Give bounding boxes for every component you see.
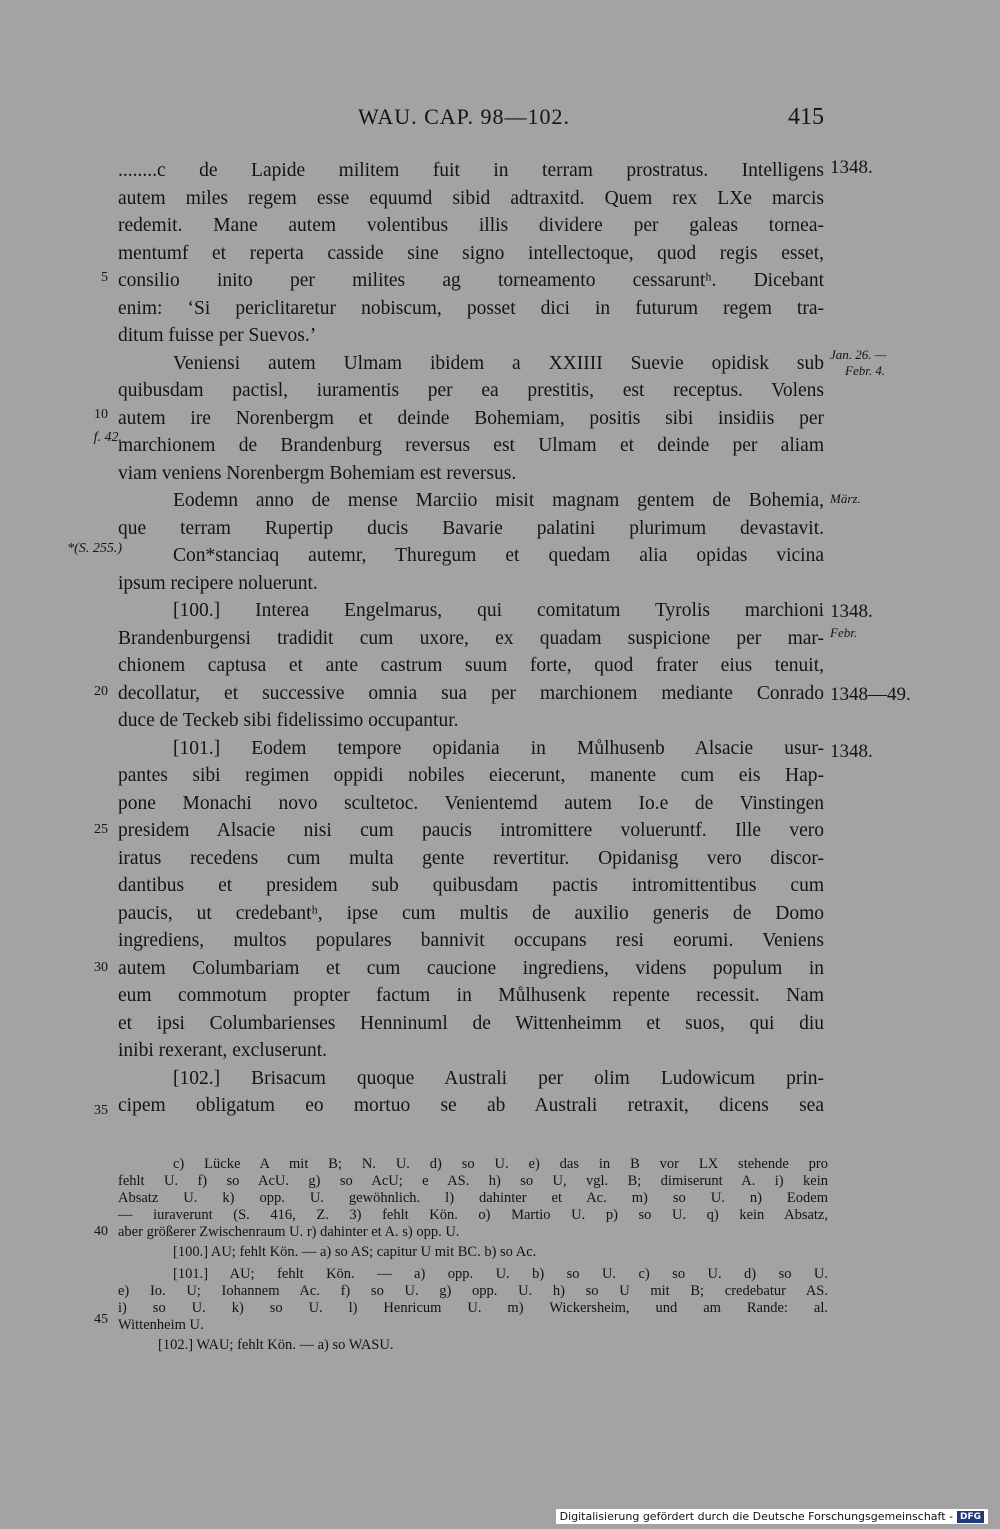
text-line: pone Monachi novo scultetoc. Venientemd autem Io.e de Vinstingen xyxy=(118,792,824,814)
text-line: inibi rexerant, excluserunt. xyxy=(118,1040,328,1061)
line-number: 45 xyxy=(94,1312,108,1327)
footnote-line: [102.] WAU; fehlt Kön. — a) so WASU. xyxy=(158,1337,394,1353)
margin-date: 1348. xyxy=(830,601,873,622)
folio-note: f. 42. xyxy=(93,430,122,445)
text-line: iratus recedens cum multa gente revertitur. Opidanisg vero discor- xyxy=(118,847,824,869)
footnote-line: — iuraverunt (S. 416, Z. 3) fehlt Kön. o) Martio U. p) so U. q) kein Absatz, xyxy=(118,1207,828,1223)
margin-date: 1348. xyxy=(830,157,873,178)
page-reference-note: *(S. 255.) xyxy=(67,541,122,556)
text-line: pantes sibi regimen oppidi nobiles eiecerunt, manente cum eis Hap- xyxy=(118,765,824,786)
text-line: autem ire Norenbergm et deinde Bohemiam, positis sibi insidiis per xyxy=(118,407,824,429)
text-line: Brandenburgensi tradidit cum uxore, ex quadam suspicione per mar- xyxy=(118,627,824,649)
line-number: 5 xyxy=(101,270,108,285)
footnote-line: i) so U. k) so U. l) Henricum U. m) Wickersheim, und am Rande: al. xyxy=(118,1300,828,1316)
text-line: mentumf et reperta casside sine signo intellectoque, quod regis esset, xyxy=(118,242,824,264)
running-title: WAU. CAP. 98—102. xyxy=(358,104,570,129)
footnote-line: Wittenheim U. xyxy=(118,1317,204,1333)
margin-date: Febr. 4. xyxy=(845,363,886,378)
text-line: chionem captusa et ante castrum suum forte, quod frater eius tenuit, xyxy=(118,655,824,676)
text-line: [100.] Interea Engelmarus, qui comitatum Tyrolis marchioni xyxy=(173,600,824,621)
text-line: enim: ‘Si periclitaretur nobiscum, posset dici in futurum regem tra- xyxy=(118,297,824,319)
text-line: Eodemn anno de mense Marciio misit magnam gentem de Bohemia, xyxy=(173,490,824,511)
line-number: 25 xyxy=(94,822,108,837)
footnote-line: [100.] AU; fehlt Kön. — a) so AS; capitur U mit BC. b) so Ac. xyxy=(173,1244,537,1260)
footer-text: Digitalisierung gefördert durch die Deutsche Forschungsgemeinschaft - xyxy=(559,1510,953,1523)
text-line: marchionem de Brandenburg reversus est Ulmam et deinde per aliam xyxy=(118,435,824,456)
margin-date: Jan. 26. — xyxy=(830,347,887,362)
text-line: autem miles regem esse equumd sibid adtraxitd. Quem rex LXe marcis xyxy=(118,187,824,209)
text-line: autem Columbariam et cum caucione ingrediens, videns populum in xyxy=(118,957,824,979)
footnote-line: aber größerer Zwischenraum U. r) dahinter et A. s) opp. U. xyxy=(118,1224,460,1240)
text-line: dantibus et presidem sub quibusdam pactis intromittentibus cum xyxy=(118,875,824,896)
text-line: ingrediens, multos populares bannivit occupans resi eorumi. Veniens xyxy=(118,930,824,951)
text-line: cipem obligatum eo mortuo se ab Australi retraxit, dicens sea xyxy=(118,1095,824,1116)
margin-date: März. xyxy=(830,491,861,506)
page-header xyxy=(118,104,824,134)
text-line: [102.] Brisacum quoque Australi per olim Ludowicum prin- xyxy=(173,1067,824,1089)
line-number: 10 xyxy=(94,407,108,422)
footnote-line: c) Lücke A mit B; N. U. d) so U. e) das in B vor LX stehende pro xyxy=(173,1156,828,1172)
text-line: presidem Alsacie nisi cum paucis intromittere volueruntf. Ille vero xyxy=(118,820,824,841)
footnote-line: e) Io. U; Iohannem Ac. f) so U. g) opp. U. h) so U mit B; credebatur AS. xyxy=(118,1283,828,1299)
line-number: 20 xyxy=(94,684,108,699)
margin-date: 1348—49. xyxy=(830,684,911,705)
footnote-line: fehlt U. f) so AcU. g) so AcU; e AS. h) so U, vgl. B; dimiserunt A. i) kein xyxy=(118,1173,828,1189)
text-line: ........c de Lapide militem fuit in terram prostratus. Intelligens xyxy=(118,160,824,181)
line-number: 40 xyxy=(94,1224,108,1239)
text-line: ditum fuisse per Suevos.’ xyxy=(118,325,317,346)
text-line: redemit. Mane autem volentibus illis dividere per galeas tornea- xyxy=(118,215,824,236)
footnote-line: [101.] AU; fehlt Kön. — a) opp. U. b) so U. c) so U. d) so U. xyxy=(173,1266,828,1282)
dfg-logo: DFG xyxy=(957,1511,984,1523)
text-line: [101.] Eodem tempore opidania in Můlhusenb Alsacie usur- xyxy=(173,737,824,759)
margin-date: Febr. xyxy=(830,625,858,640)
text-line: Veniensi autem Ulmam ibidem a XXIIII Suevie opidisk sub xyxy=(173,352,824,374)
page-number: 415 xyxy=(788,104,824,130)
text-line: ipsum recipere noluerunt. xyxy=(118,572,318,594)
text-line: consilio inito per milites ag torneamento cessaruntʰ. Dicebant xyxy=(118,270,824,291)
text-line: quibusdam pactisl, iuramentis per ea prestitis, est receptus. Volens xyxy=(118,380,824,401)
footer xyxy=(556,1509,988,1524)
text-line: decollatur, et successive omnia sua per marchionem mediante Conrado xyxy=(118,682,824,704)
text-line: et ipsi Columbarienses Henninuml de Wittenheimm et suos, qui diu xyxy=(118,1012,824,1034)
text-line: paucis, ut credebantʰ, ipse cum multis de auxilio generis de Domo xyxy=(118,902,824,924)
text-line: Con*stanciaq autemr, Thuregum et quedam alia opidas vicina xyxy=(173,545,824,566)
line-number: 35 xyxy=(94,1103,108,1118)
margin-date: 1348. xyxy=(830,741,873,762)
text-line: que terram Rupertip ducis Bavarie palatini plurimum devastavit. xyxy=(118,517,824,539)
text-line: viam veniens Norenbergm Bohemiam est reversus. xyxy=(118,462,517,484)
line-number: 30 xyxy=(94,960,108,975)
text-line: duce de Teckeb sibi fidelissimo occupantur. xyxy=(118,710,459,731)
footnote-line: Absatz U. k) opp. U. gewöhnlich. l) dahinter et Ac. m) so U. n) Eodem xyxy=(118,1190,828,1206)
text-line: eum commotum propter factum in Můlhusenk repente recessit. Nam xyxy=(118,985,824,1006)
